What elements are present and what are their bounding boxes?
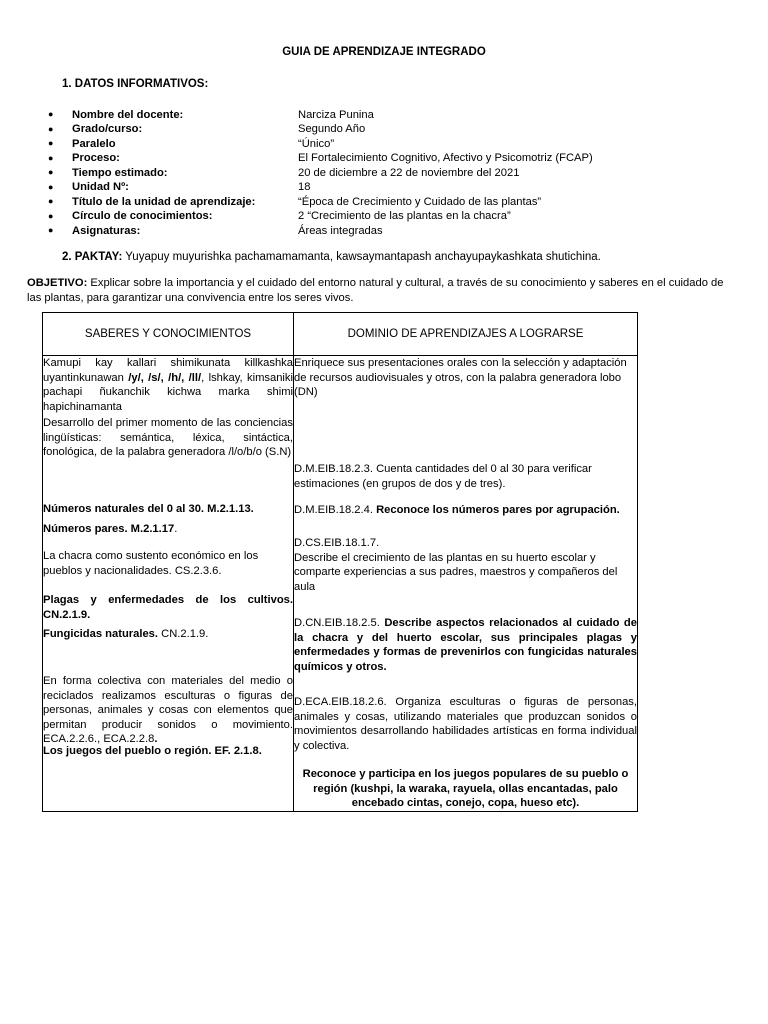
info-value: Áreas integradas (298, 224, 383, 237)
dominio-presentaciones: Enriquece sus presentaciones orales con la selección y adaptación de recursos audiovisuales y otros, con la palabra generadora lobo (DN) (294, 357, 627, 399)
paktay-label: 2. PAKTAY: (62, 251, 123, 263)
info-item-proceso (48, 152, 728, 167)
dominio-text-bold: Describe aspectos relacionados al cuidado de la chacra y del huerto escolar, sus principales plagas y enfermedades y formas de prevenirlos con fungicidas naturales químicos y otros. (294, 617, 637, 673)
info-item-asignaturas (48, 224, 728, 239)
info-value: Narciza Punina (298, 108, 374, 121)
info-label: Nombre del docente: (72, 108, 184, 121)
saber-chacra: La chacra como sustento económico en los pueblos y nacionalidades. CS.2.3.6. (43, 550, 259, 577)
objetivo-text: Explicar sobre la importancia y el cuidado del entorno natural y cultural, a través de su conocimiento y saberes en el cuidado de las plantas, para garantizar una convivencia entre los seres vivos. (27, 277, 724, 304)
saber-text: , lshkay, kimsaniki pachapi ñukanchik kichwa marka shimi hapichinamanta (43, 371, 293, 413)
saber-text-bold: Fungicidas naturales. (43, 628, 159, 640)
bullet-icon: ● (48, 123, 54, 134)
dominio-cuidado-chacra (294, 616, 637, 674)
bullet-icon: ● (48, 138, 54, 149)
dominio-cell (294, 356, 638, 812)
saber-conciencias: Desarrollo del primer momento de las conciencias lingüísticas: semántica, léxica, sintáctica, fonológica, de la palabra generadora /l/o/b/o (S.N) (43, 417, 293, 459)
saber-text-bold: /y/, /s/, /h/, /ll/ (128, 371, 202, 384)
saber-numeros-naturales: Números naturales del 0 al 30. M.2.1.13. (43, 503, 254, 515)
dominio-code: D.CN.EIB.18.2.5. (294, 617, 385, 629)
table-row (43, 356, 638, 812)
bullet-icon: ● (48, 210, 54, 221)
bullet-icon: ● (48, 181, 54, 192)
dominio-esculturas: D.ECA.EIB.18.2.6. Organiza esculturas o figuras de personas, animales y cosas, utilizando materiales que produzcan sonidos o movimientos desarrollando habilidades artísticas en forma individual y colectiva. (294, 696, 637, 752)
saber-numeros-pares (43, 522, 293, 537)
dominio-crecimiento (294, 536, 637, 594)
info-value: 2 “Crecimiento de las plantas en la chacra” (298, 210, 511, 223)
section-paktay (62, 250, 601, 265)
info-item-paralelo (48, 137, 728, 152)
saber-text: En forma colectiva con materiales del medio o reciclados realizamos esculturas o figuras de personas, animales y cosas con elementos que permitan producir sonidos o movimiento. ECA.2.2.6., ECA.2.2.8 (43, 675, 293, 746)
learning-table (42, 312, 638, 812)
dominio-numeros-pares (294, 503, 637, 518)
saber-esculturas (43, 674, 293, 746)
saber-text-bold: . (154, 733, 158, 746)
info-label: Paralelo (72, 137, 116, 150)
table-header-row (43, 313, 638, 356)
saber-fungicidas (43, 627, 293, 642)
info-value: El Fortalecimiento Cognitivo, Afectivo y Psicomotriz (FCAP) (298, 152, 593, 165)
info-label: Proceso: (72, 152, 120, 165)
info-value: 18 (298, 181, 311, 194)
info-value: Segundo Año (298, 123, 366, 136)
info-item-circulo (48, 210, 728, 225)
info-item-docente (48, 108, 728, 123)
saber-text: Kamupi kay kallari shimikunata killkashka uyantinkunawan (43, 357, 293, 384)
saber-text-bold: Números pares. M.2.1.17 (43, 523, 175, 535)
info-value: 20 de diciembre a 22 de noviembre del 2021 (298, 166, 520, 179)
objetivo-paragraph (27, 276, 739, 305)
info-label: Grado/curso: (72, 123, 143, 136)
dominio-code: D.CS.EIB.18.1.7. (294, 537, 380, 549)
info-item-unidad (48, 181, 728, 196)
saberes-cell (43, 356, 294, 812)
saber-text: CN.2.1.9. (158, 628, 209, 640)
saber-juegos: Los juegos del pueblo o región. EF. 2.1.8. (43, 745, 262, 757)
paktay-text: Yuyapuy muyurishka pachamamamanta, kawsaymantapash anchayupaykashkata shutichina. (122, 251, 601, 263)
dominio-code: D.M.EIB.18.2.4. (294, 504, 377, 516)
bullet-icon: ● (48, 109, 54, 120)
section-datos-informativos: 1. DATOS INFORMATIVOS: (62, 78, 209, 90)
dominio-cuenta-cantidades: D.M.EIB.18.2.3. Cuenta cantidades del 0 al 30 para verificar estimaciones (en grupos de dos y de tres). (294, 463, 592, 490)
header-dominio: DOMINIO DE APRENDIZAJES A LOGRARSE (294, 313, 638, 356)
info-label: Título de la unidad de aprendizaje: (72, 195, 256, 208)
dominio-juegos: Reconoce y participa en los juegos populares de su pueblo o región (kushpi, la waraka, rayuela, ollas encantadas, palo encebado cintas, conejo, copa, hueso etc). (302, 768, 629, 810)
info-label: Tiempo estimado: (72, 166, 168, 179)
info-list (48, 108, 728, 239)
bullet-icon: ● (48, 152, 54, 163)
info-value: “Época de Crecimiento y Cuidado de las plantas” (298, 195, 542, 208)
document-title: GUIA DE APRENDIZAJE INTEGRADO (282, 46, 486, 58)
info-value: “Único” (298, 137, 335, 150)
saber-text: . (174, 523, 178, 535)
bullet-icon: ● (48, 196, 54, 207)
info-label: Círculo de conocimientos: (72, 210, 213, 223)
saber-plagas: Plagas y enfermedades de los cultivos. CN.2.1.9. (43, 594, 293, 621)
dominio-text-bold: Reconoce los números pares por agrupación. (376, 504, 620, 516)
info-item-grado (48, 123, 728, 138)
info-item-titulo (48, 195, 728, 210)
saber-kamupi (43, 356, 293, 413)
bullet-icon: ● (48, 225, 54, 236)
bullet-icon: ● (48, 167, 54, 178)
objetivo-label: OBJETIVO: (27, 277, 88, 289)
info-item-tiempo (48, 166, 728, 181)
header-saberes: SABERES Y CONOCIMIENTOS (43, 313, 294, 356)
info-label: Asignaturas: (72, 224, 141, 237)
dominio-text: Describe el crecimiento de las plantas en su huerto escolar y comparte experiencias a sus padres, maestros y compañeros del aula (294, 551, 618, 593)
info-label: Unidad Nº: (72, 181, 129, 194)
